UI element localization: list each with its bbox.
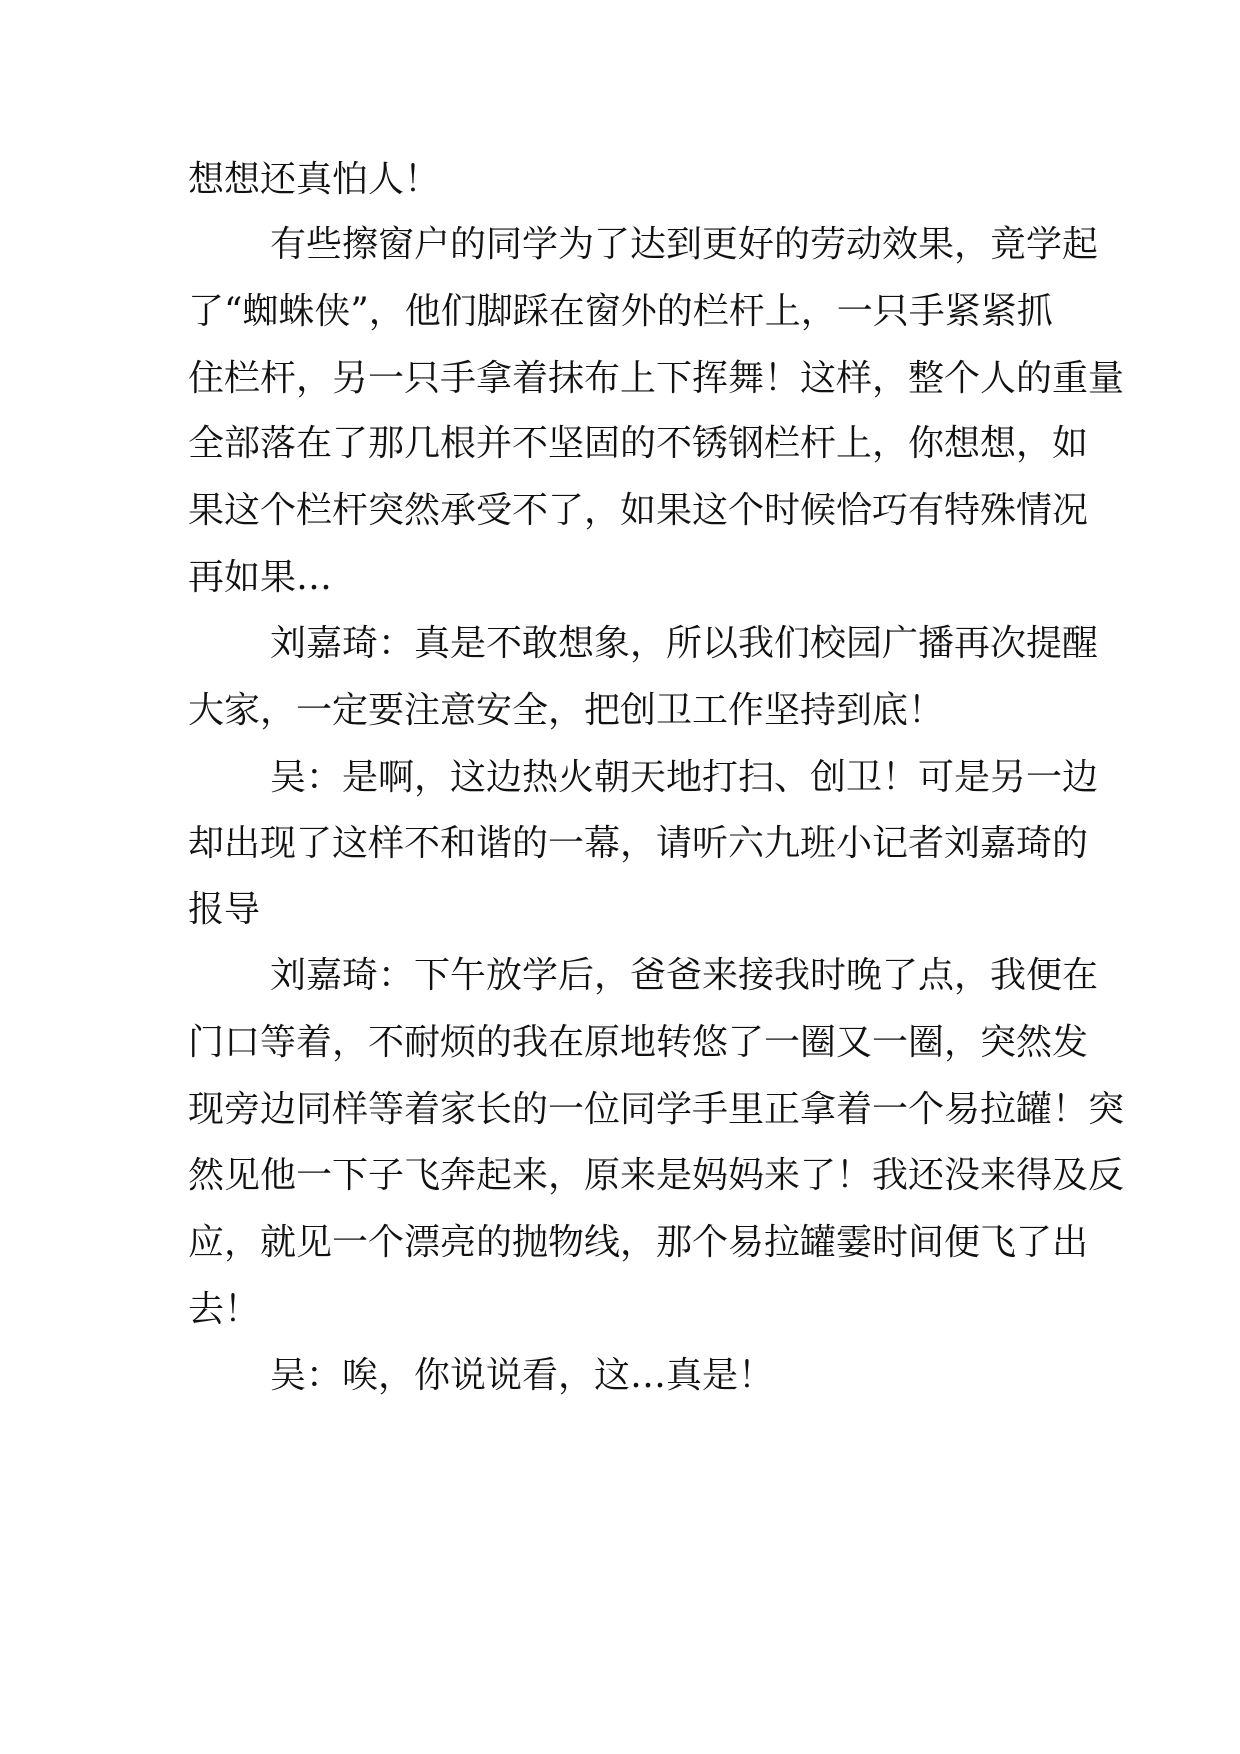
paragraph-line: 门口等着，不耐烦的我在原地转悠了一圈又一圈，突然发 (188, 1022, 1089, 1063)
paragraph-line: 大家，一定要注意安全，把创卫工作坚持到底！ (188, 690, 945, 731)
paragraph-line: 刘嘉琦：真是不敢想象，所以我们校园广播再次提醒 (270, 623, 1099, 664)
paragraph-line: 然见他一下子飞奔起来，原来是妈妈来了！我还没来得及反 (188, 1155, 1125, 1196)
paragraph-line: 却出现了这样不和谐的一幕，请听六九班小记者刘嘉琦的 (188, 823, 1089, 864)
paragraph-line: 应，就见一个漂亮的抛物线，那个易拉罐霎时间便飞了出 (188, 1222, 1089, 1263)
paragraph-line: 全部落在了那几根并不坚固的不锈钢栏杆上，你想想，如 (188, 423, 1089, 464)
paragraph-line: 了“蜘蛛侠”，他们脚踩在窗外的栏杆上，一只手紧紧抓 (188, 291, 1053, 332)
paragraph-line: 报导 (188, 889, 261, 930)
paragraph-line: 现旁边同样等着家长的一位同学手里正拿着一个易拉罐！突 (188, 1089, 1125, 1130)
paragraph-line: 刘嘉琦：下午放学后，爸爸来接我时晚了点，我便在 (270, 955, 1099, 996)
paragraph-line: 吴：是啊，这边热火朝天地打扫、创卫！可是另一边 (270, 757, 1099, 798)
paragraph-line: 住栏杆，另一只手拿着抹布上下挥舞！这样，整个人的重量 (188, 358, 1125, 399)
paragraph-line: 想想还真怕人！ (188, 159, 441, 200)
paragraph-line: 去！ (188, 1289, 261, 1330)
paragraph-line: 吴：唉，你说说看，这…真是！ (270, 1355, 775, 1396)
paragraph-line: 再如果… (188, 557, 333, 598)
paragraph-line: 有些擦窗户的同学为了达到更好的劳动效果，竟学起 (270, 224, 1099, 265)
paragraph-line: 果这个栏杆突然承受不了，如果这个时候恰巧有特殊情况 (188, 490, 1089, 531)
